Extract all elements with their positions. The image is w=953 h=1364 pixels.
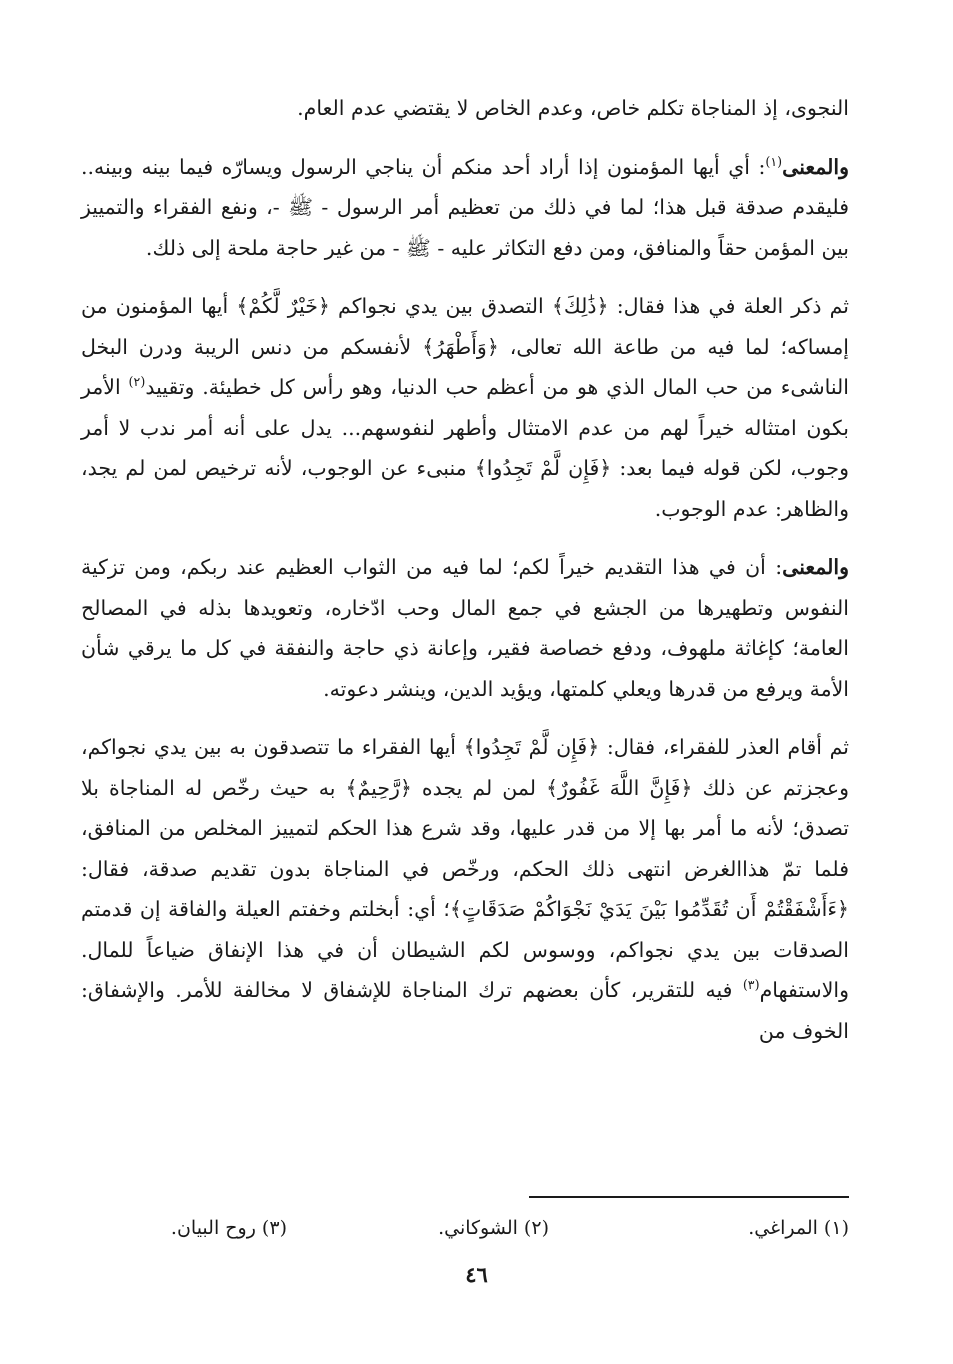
paragraph-1 (81, 88, 849, 129)
footnote-ref: (٣) (742, 977, 760, 993)
body-text (81, 88, 849, 1069)
paragraph-2 (81, 147, 849, 269)
footnotes (81, 1212, 849, 1244)
paragraph-3 (81, 286, 849, 529)
footnote-3: (٣) روح البيان. (170, 1217, 287, 1239)
paragraph-lead: والمعنى (782, 555, 849, 579)
footnote-ref: (٢) (128, 374, 146, 390)
footnote-2: (٢) الشوكاني. (438, 1217, 549, 1239)
paragraph-lead: والمعنى (782, 154, 849, 179)
paragraph-5 (81, 727, 849, 1051)
paragraph-text: ثم أقام العذر للفقراء، فقال: ﴿فَإِن لَّمْ تَجِدُوا﴾ أيها الفقراء ما تتصدقون به بين يدي نجواكم، وعجزتم عن ذلك ﴿فَإِنَّ اللَّهَ غَفُورٌ﴾ لمن لم يجده ﴿رَّحِيمٌ﴾ به حيث رخّص له المناجاة بلا تصدق؛ لأنه ما أمر بها إلا من قدر عليها، وقد شرع هذا الحكم لتمييز المخلص من المنافق، فلما تمّ هذاالغرض انتهى ذلك الحكم، ورخّص في المناجاة بدون تقديم صدقة، فقال: ﴿ءَأَشْفَقْتُمْ أَن تُقَدِّمُوا بَيْنَ يَدَيْ نَجْوَاكُمْ صَدَقَاتٍ﴾؛ أي: أبخلتم وخفتم العيلة والفاقة إن قدمتم الصدقات بين يدي نجواكم، ووسوس لكم الشيطان أن في هذا الإنفاق ضياعاً للمال. والاستفهام (81, 735, 849, 1002)
paragraph-text: : أي أيها المؤمنون إذا أراد أحد منكم أن يناجي الرسول ويسارّه فيما بينه وبينه.. فليقدم صدقة قبل هذا؛ لما في ذلك من تعظيم أمر الرسول - ﷺ -، ونفع الفقراء والتمييز بين المؤمن حقاً والمنافق، ومن دفع التكاثر عليه - ﷺ - من غير حاجة ملحة إلى ذلك. (81, 154, 849, 260)
footnote-1: (١) المراغي. (748, 1217, 849, 1239)
paragraph-text-continued: فيه للتقرير، كأن بعضهم ترك المناجاة للإشفاق لا مخالفة للأمر. والإشفاق: الخوف من (81, 978, 849, 1043)
footnote-divider (529, 1196, 849, 1198)
paragraph-text: النجوى، إذ المناجاة تكلم خاص، وعدم الخاص لا يقتضي عدم العام. (297, 96, 849, 120)
paragraph-text-continued: الأمر بكون امتثاله خيراً لهم من عدم الامتثال وأطهر لنفوسهم... يدل على أنه أمر ندب لا أمر وجوب، لكن قوله فيما بعد: ﴿فَإِن لَّمْ تَجِدُوا﴾ منبىء عن الوجوب، لأنه ترخيص لمن لم يجد، والظاهر: عدم الوجوب. (81, 375, 849, 521)
paragraph-text: ثم ذكر العلة في هذا فقال: ﴿ذَٰلِكَ﴾ التصدق بين يدي نجواكم ﴿خَيْرٌ لَّكُمْ﴾ أيها المؤمنون من إمساكه؛ لما فيه من طاعة الله تعالى، ﴿وَأَطْهَرُ﴾ لأنفسكم من دنس الريبة ودرن البخل الناشىء من حب المال الذي هو من أعظم حب الدنيا، وهو رأس كل خطيئة. وتقييد (81, 294, 849, 399)
paragraph-text: : أن في هذا التقديم خيراً لكم؛ لما فيه من الثواب العظيم عند ربكم، ومن تزكية النفوس وتطهيرها من الجشع في جمع المال وحب ادّخاره، وتعويدها بذله في المصالح العامة؛ كإغاثة ملهوف، ودفع خصاصة فقير، وإعانة ذي حاجة والنفقة في كل ما يرقي شأن الأمة ويرفع من قدرها ويعلي كلمتها، ويؤيد الدين، وينشر دعوته. (81, 555, 849, 701)
footnote-ref: (١) (765, 153, 783, 169)
paragraph-4 (81, 547, 849, 709)
page-number: ٤٦ (465, 1262, 488, 1287)
